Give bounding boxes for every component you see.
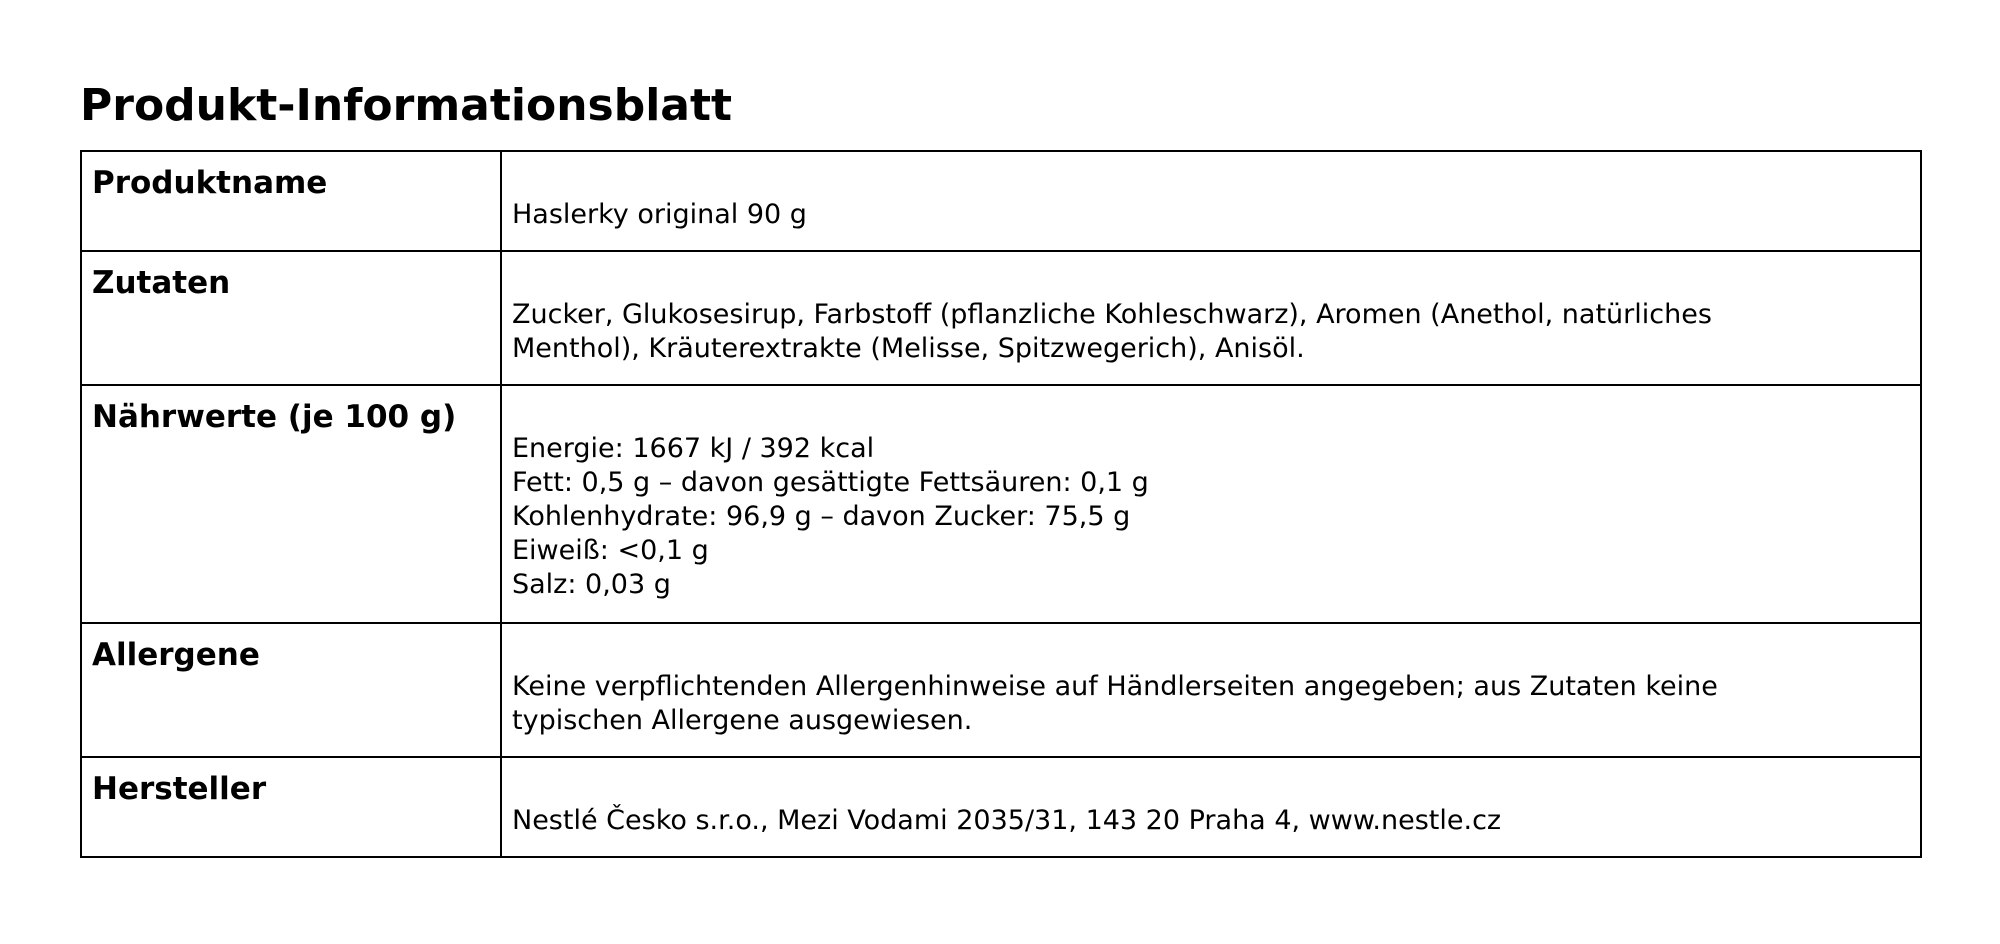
table-row-manufacturer [81,757,1921,857]
nutrition-carbohydrates: Kohlenhydrate: 96,9 g – davon Zucker: 75,5 g [512,501,1131,532]
nutrition-fat: Fett: 0,5 g – davon gesättigte Fettsäuren: 0,1 g [512,467,1149,498]
allergens-label: Allergene [81,623,501,757]
ingredients-label: Zutaten [81,251,501,385]
ingredients-value [501,251,1921,385]
allergens-line: typischen Allergene ausgewiesen. [512,705,973,736]
manufacturer-value: Nestlé Česko s.r.o., Mezi Vodami 2035/31, 143 20 Praha 4, www.nestle.cz [501,757,1921,857]
table-row-product-name [81,151,1921,251]
nutrition-protein: Eiweiß: <0,1 g [512,535,709,566]
nutrition-label: Nährwerte (je 100 g) [81,385,501,623]
allergens-line: Keine verpflichtenden Allergenhinweise auf Händlerseiten angegeben; aus Zutaten keine [512,671,1718,702]
table-row-ingredients [81,251,1921,385]
allergens-value [501,623,1921,757]
ingredients-line: Menthol), Kräuterextrakte (Melisse, Spitzwegerich), Anisöl. [512,333,1305,364]
table-row-allergens [81,623,1921,757]
product-name-value: Haslerky original 90 g [501,151,1921,251]
product-info-table [80,150,1922,858]
nutrition-energy: Energie: 1667 kJ / 392 kcal [512,433,875,464]
nutrition-value [501,385,1921,623]
manufacturer-label: Hersteller [81,757,501,857]
product-name-label: Produktname [81,151,501,251]
ingredients-line: Zucker, Glukosesirup, Farbstoff (pflanzliche Kohleschwarz), Aromen (Anethol, natürliches [512,299,1712,330]
page-title: Produkt-Informationsblatt [80,80,733,131]
table-row-nutrition [81,385,1921,623]
nutrition-salt: Salz: 0,03 g [512,569,671,600]
